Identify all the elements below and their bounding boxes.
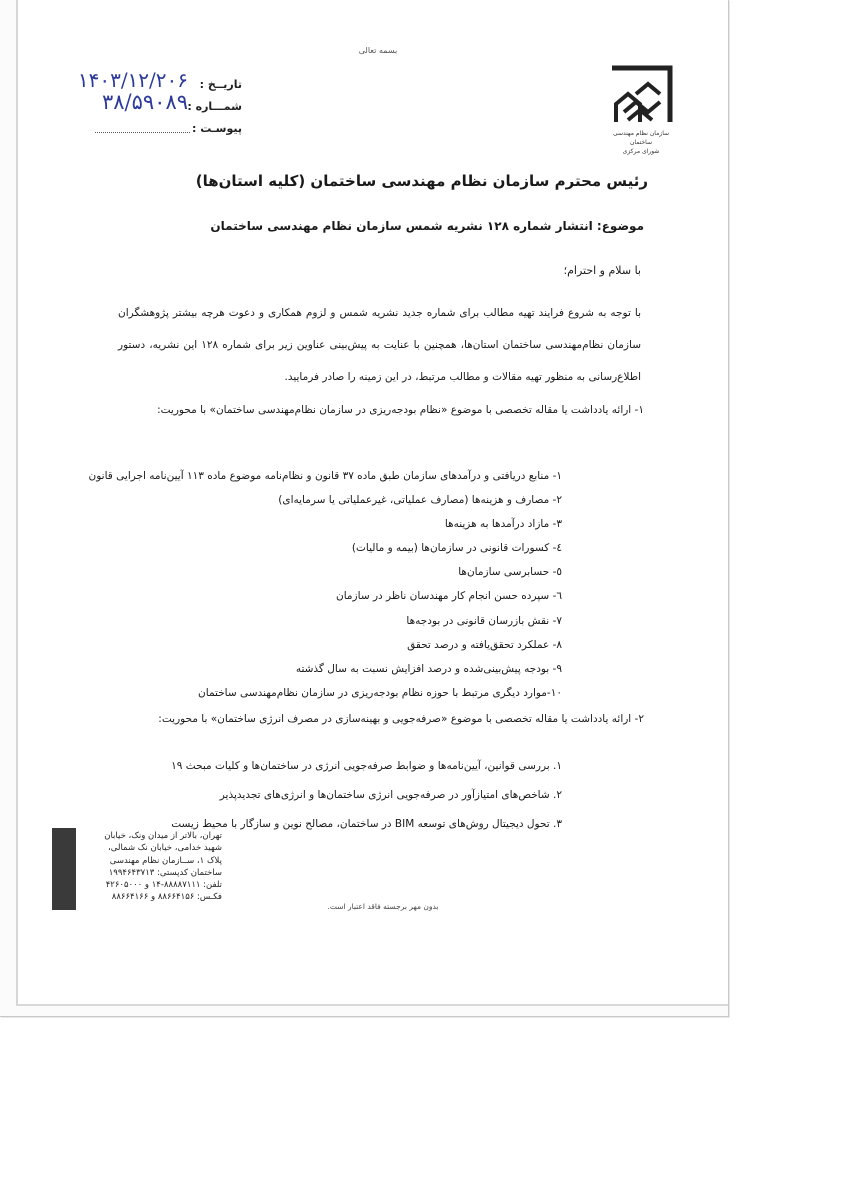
section-2-heading: ۲- ارائه یادداشت یا مقاله تخصصی با موضوع «صرفه‌جویی و بهینه‌سازی در مصرف انرژی ساختمان» با محوریت: bbox=[158, 713, 644, 725]
address-line: پلاک ۱، ســازمان نظام مهندسی bbox=[109, 855, 222, 866]
list-item: ۱- منابع دریافتی و درآمدهای سازمان طبق ماده ۳۷ قانون و نظام‌نامه موضوع ماده ۱۱۳ آیین‌نامه اجرایی قانون bbox=[88, 469, 562, 482]
bismillah-header: بسمه تعالی bbox=[358, 46, 398, 55]
list-item: ٤- کسورات قانونی در سازمان‌ها (بیمه و مالیات) bbox=[351, 542, 562, 555]
address-block bbox=[80, 830, 222, 904]
list-item: ٥- حسابرسی سازمان‌ها bbox=[458, 566, 562, 579]
address-line: فکـس: ۸۸۶۶۴۱۵۶ و ۸۸۶۶۴۱۶۶ bbox=[111, 892, 222, 903]
address-line: ساختمان کدپستی: ۱۹۹۴۶۴۳۷۱۳ bbox=[108, 867, 222, 878]
section-1-list bbox=[42, 466, 602, 708]
attachment-label: پیوسـت : bbox=[192, 122, 242, 135]
body-paragraph: با توجه به شروع فرایند تهیه مطالب برای شماره جدید نشریه شمس و لزوم همکاری و دعوت هرچه بیشتر پژوهشگران سازمان نظام‌مهندسی ساختمان استان‌ها، همچنین با عنایت به پیش‌بینی عناوین زیر برای شماره ۱۲۸ این نشریه، دستور اطلاع‌رسانی به منظور تهیه مقالات و مطالب مرتبط، در این زمینه را صادر فرمایید. bbox=[118, 307, 641, 383]
letter-meta-block bbox=[42, 68, 242, 140]
greeting: با سلام و احترام؛ bbox=[563, 264, 641, 277]
attachment-blank bbox=[95, 122, 190, 133]
list-item: ۲- مصارف و هزینه‌ها (مصارف عملیاتی، غیرعملیاتی یا سرمایه‌ای) bbox=[278, 493, 562, 506]
list-item: ۱. بررسی قوانین، آیین‌نامه‌ها و ضوابط صرفه‌جویی انرژی در ساختمان‌ها و کلیات مبحث ۱۹ bbox=[171, 759, 562, 772]
logo-caption-line-2: شورای مرکزی bbox=[622, 148, 660, 155]
list-item: ۹- بودجه پیش‌بینی‌شده و درصد افزایش نسبت به سال گذشته bbox=[295, 663, 562, 675]
footer-note: بدون مهر برجسته فاقد اعتبار است. bbox=[327, 902, 439, 911]
number-label: شمـــاره : bbox=[187, 100, 242, 113]
letter-page bbox=[16, 0, 728, 1006]
list-item: ۱۰-موارد دیگری مرتبط با حوزه نظام بودجه‌ریزی در سازمان نظام‌مهندسی ساختمان bbox=[198, 687, 562, 700]
logo-caption bbox=[601, 129, 681, 156]
number-value: ۳۸/۵۹۰۸۹ bbox=[101, 90, 188, 114]
number-row bbox=[42, 90, 242, 118]
logo-caption-line-1: سازمان نظام مهندسی ساختمان bbox=[612, 130, 670, 146]
section-1-heading: ۱- ارائه یادداشت یا مقاله تخصصی با موضوع «نظام بودجه‌ریزی در سازمان نظام‌مهندسی ساختمان» با محوریت: bbox=[157, 404, 644, 416]
list-item: ٦- سپرده حسن انجام کار مهندسان ناظر در سازمان bbox=[336, 590, 562, 603]
list-item: ۳- مازاد درآمدها به هزینه‌ها bbox=[444, 517, 562, 530]
qr-stamp-mark bbox=[52, 828, 76, 910]
address-line: تهران، بالاتر از میدان ونک، خیابان bbox=[104, 831, 222, 841]
list-item: ۷- نقش بازرسان قانونی در بودجه‌ها bbox=[406, 614, 562, 627]
date-value: ۱۴۰۳/۱۲/۲۰۶ bbox=[77, 68, 188, 92]
attachment-row bbox=[42, 118, 242, 140]
list-item: ۳. تحول دیجیتال روش‌های توسعه BIM در ساختمان، مصالح نوین و سازگار با محیط زیست bbox=[171, 817, 562, 830]
date-label: تاریــخ : bbox=[199, 78, 242, 91]
address-line: شهید خدامی، خیابان نک شمالی، bbox=[108, 843, 222, 854]
addressee-title: رئیس محترم سازمان نظام مهندسی ساختمان (کلیه استان‌ها) bbox=[195, 172, 648, 190]
list-item: ۸- عملکرد تحقق‌یافته و درصد تحقق bbox=[407, 638, 562, 651]
organization-logo bbox=[601, 64, 681, 156]
logo-emblem-icon bbox=[606, 64, 676, 126]
list-item: ۲. شاخص‌های امتیازآور در صرفه‌جویی انرژی ساختمان‌ها و انرژی‌های تجدیدپذیر bbox=[219, 788, 562, 801]
address-line: تلفن: ۸۸۸۸۷۱۱۱-۱۴ و ۴۲۶۰۵۰۰۰ bbox=[105, 880, 222, 891]
subject-line: موضوع: انتشار شماره ۱۲۸ نشریه شمس سازمان نظام مهندسی ساختمان bbox=[210, 219, 644, 233]
